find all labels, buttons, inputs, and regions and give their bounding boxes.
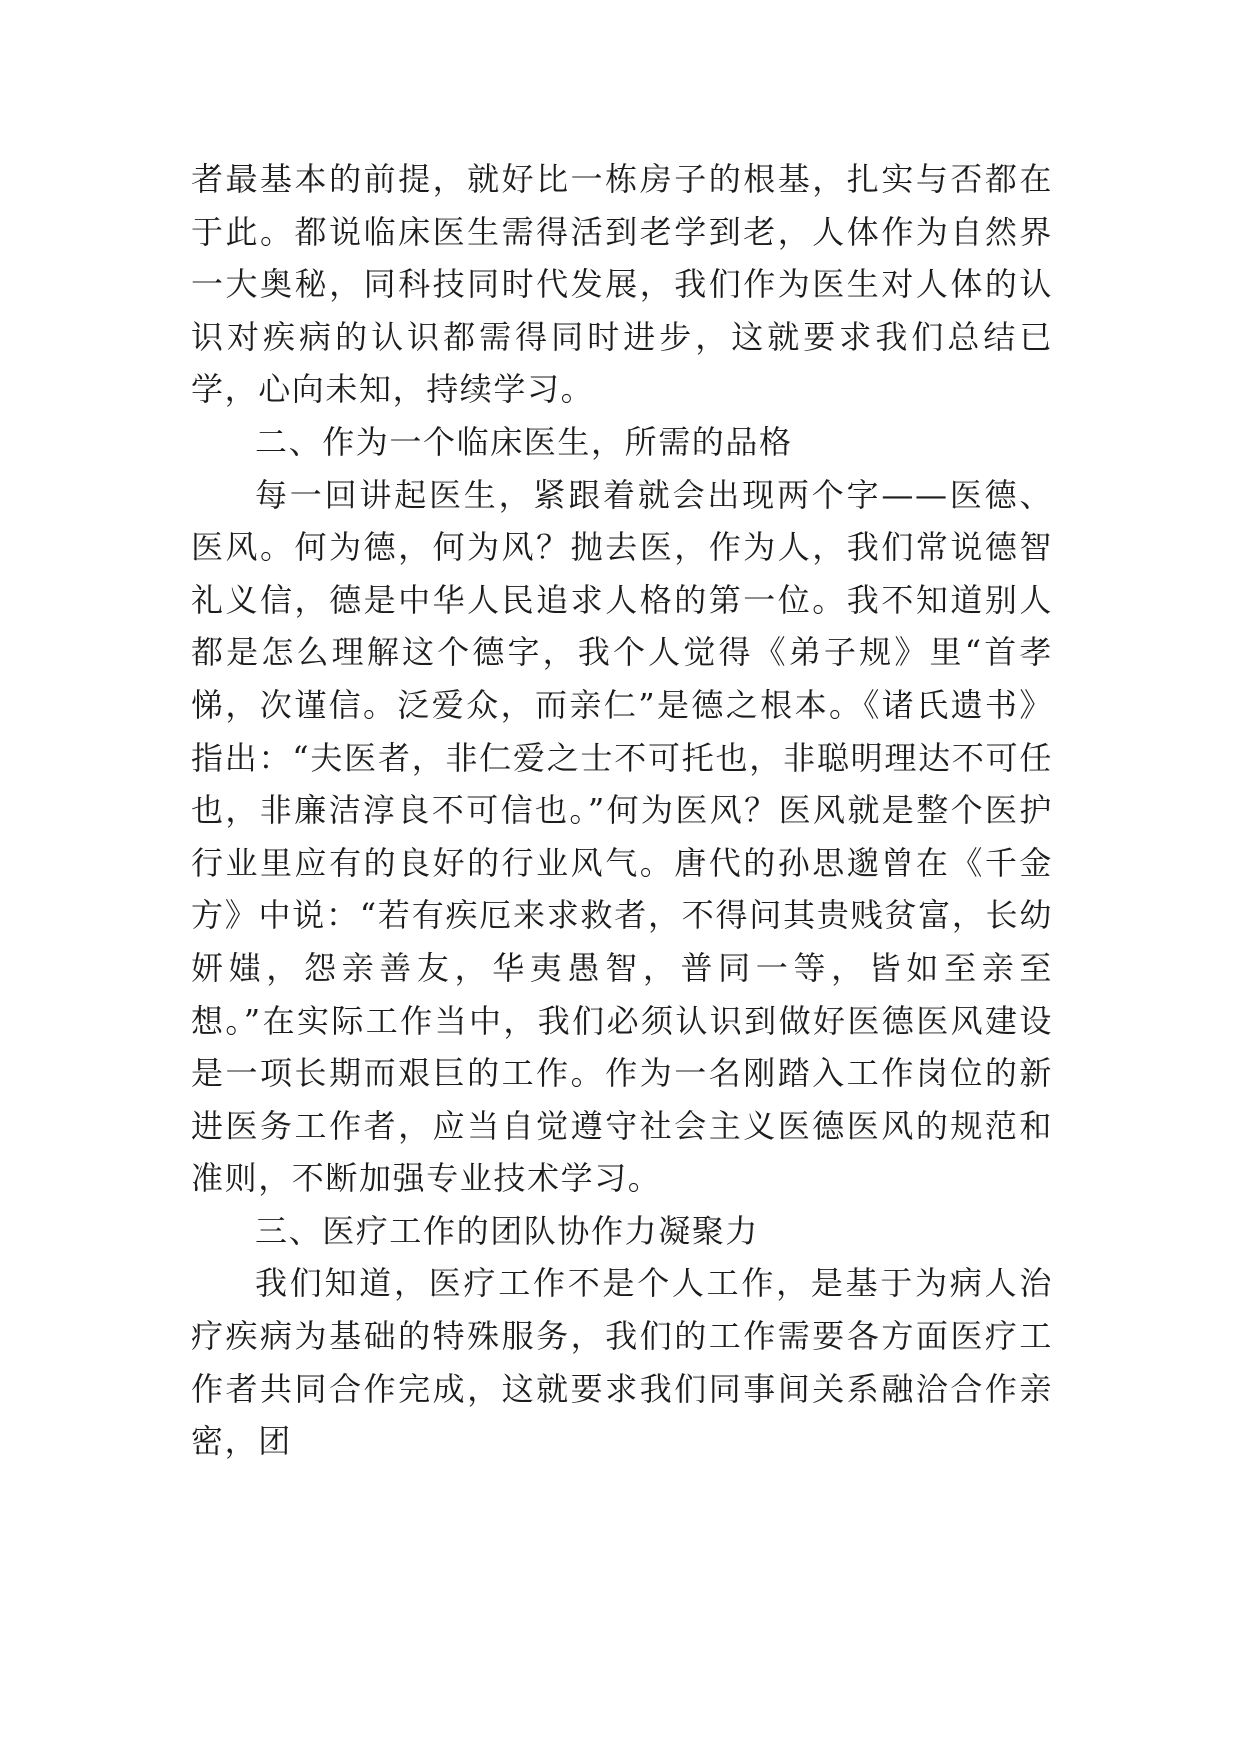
section-heading-two: 二、作为一个临床医生，所需的品格	[255, 422, 793, 461]
document-body	[191, 153, 1053, 1468]
paragraph-medical-ethics: 每一回讲起医生，紧跟着就会出现两个字——医德、医风。何为德，何为风？抛去医，作为人，我们常说德智礼义信，德是中华人民追求人格的第一位。我不知道别人都是怎么理解这个德字，我个人觉得《弟子规》里“首孝悌，次谨信。泛爱众，而亲仁”是德之根本。《诸氏遗书》指出：“夫医者，非仁爱之士不可托也，非聪明理达不可任也，非廉洁淳良不可信也。”何为医风？医风就是整个医护行业里应有的良好的行业风气。唐代的孙思邈曾在《千金方》中说：“若有疾厄来求救者，不得问其贵贱贫富，长幼妍媸，怨亲善友，华夷愚智，普同一等，皆如至亲至想。”在实际工作当中，我们必须认识到做好医德医风建设是一项长期而艰巨的工作。作为一名刚踏入工作岗位的新进医务工作者，应当自觉遵守社会主义医德医风的规范和准则，不断加强专业技术学习。	[191, 475, 1053, 1198]
paragraph-continuation: 者最基本的前提，就好比一栋房子的根基，扎实与否都在于此。都说临床医生需得活到老学到老，人体作为自然界一大奥秘，同科技同时代发展，我们作为医生对人体的认识对疾病的认识都需得同时进步，这就要求我们总结已学，心向未知，持续学习。	[191, 160, 1053, 409]
paragraph-teamwork: 我们知道，医疗工作不是个人工作，是基于为病人治疗疾病为基础的特殊服务，我们的工作需要各方面医疗工作者共同合作完成，这就要求我们同事间关系融洽合作亲密，团	[191, 1264, 1053, 1461]
section-heading-three: 三、医疗工作的团队协作力凝聚力	[255, 1211, 760, 1250]
